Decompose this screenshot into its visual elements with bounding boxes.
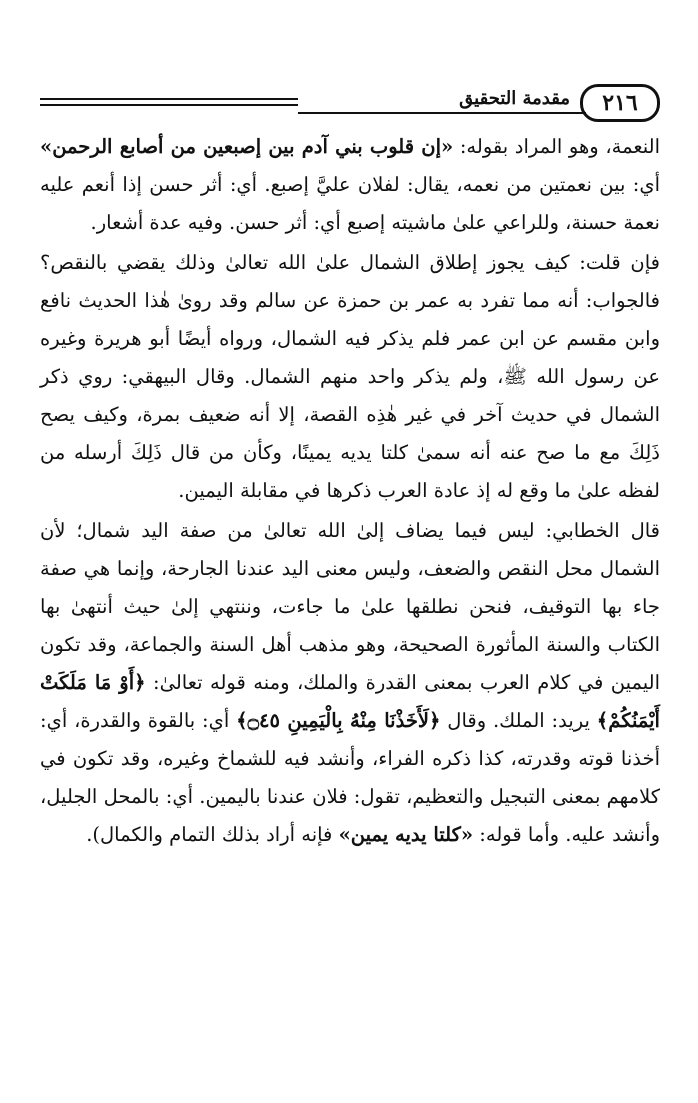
text-segment: فإنه أراد بذلك التمام والكمال).: [86, 823, 339, 846]
hadith-quote: «كلتا يديه يمين»: [338, 823, 474, 846]
text-segment: يريد: الملك. وقال: [440, 709, 597, 732]
page-number-badge: ٢١٦: [580, 84, 660, 122]
paragraph-1: [40, 128, 660, 242]
text-segment: أي: بين نعمتين من نعمه، يقال: لفلان عليَّ إصبع. أي: أثر حسن إذا أنعم عليه نعمة حسنة، وللراعي علىٰ ماشيته إصبع أي: أثر حسن. وفيه عدة أشعار.: [40, 173, 660, 234]
quran-quote: ﴿لَأَخَذْنَا مِنْهُ بِالْيَمِينِ ۝٤٥﴾: [236, 709, 441, 732]
text-body: [40, 128, 660, 856]
header-rule: [40, 104, 298, 106]
text-segment: النعمة، وهو المراد بقوله:: [453, 135, 660, 158]
hadith-quote: «إن قلوب بني آدم بين إصبعين من أصابع الرحمن»: [40, 135, 454, 158]
paragraph-2: [40, 244, 660, 510]
paragraph-lead: فإن قلت:: [579, 251, 661, 274]
section-title: مقدمة التحقيق: [459, 88, 570, 109]
header-rule: [40, 98, 298, 100]
quran-quote: ﴿أَوْ مَا مَلَكَتْ أَيْمَنُكُمْ﴾: [40, 671, 660, 732]
header-rule: [298, 112, 586, 114]
running-header: [40, 80, 660, 124]
text-segment: كيف يجوز إطلاق الشمال علىٰ الله تعالىٰ وذلك يقضي بالنقص؟ فالجواب: أنه مما تفرد به عمر بن حمزة عن سالم وقد روىٰ هٰذا الحديث نافع وابن مقسم عن ابن عمر فلم يذكر فيه الشمال، ورواه أيضًا أبو هريرة وغيره عن رسول الله ﷺ، ولم يذكر واحد منهم الشمال. وقال البيهقي: روي ذكر الشمال في حديث آخر في غير هٰذِه القصة، إلا أنه ضعيف بمرة، وكيف يصح ذَلِكَ مع ما صح عنه أنه سمىٰ كلتا يديه يمينًا، وكأن من قال ذَلِكَ أرسله من لفظه علىٰ ما وقع له إذ عادة العرب ذكرها في مقابلة اليمين.: [40, 251, 660, 502]
text-segment: قال الخطابي: ليس فيما يضاف إلىٰ الله تعالىٰ من صفة اليد شمال؛ لأن الشمال محل النقص والضعف، وليس معنى اليد عندنا الجارحة، وإنما هي صفة جاء بها التوقيف، فنحن نطلقها علىٰ ما جاءت، وننتهي إلىٰ حيث أنتهىٰ بها الكتاب والسنة المأثورة الصحيحة، وهو مذهب أهل السنة والجماعة، وقد تكون اليمين في كلام العرب بمعنى القدرة والملك، ومنه قوله تعالىٰ:: [40, 519, 660, 694]
paragraph-3: [40, 512, 660, 854]
text-segment: أي: بالقوة والقدرة، أي: أخذنا قوته وقدرته، كذا ذكره الفراء، وأنشد فيه للشماخ وغيره، وقد تكون في كلامهم بمعنى التبجيل والتعظيم، تقول: فلان عندنا باليمين. أي: بالمحل الجليل، وأنشد عليه. وأما قوله:: [40, 709, 660, 846]
